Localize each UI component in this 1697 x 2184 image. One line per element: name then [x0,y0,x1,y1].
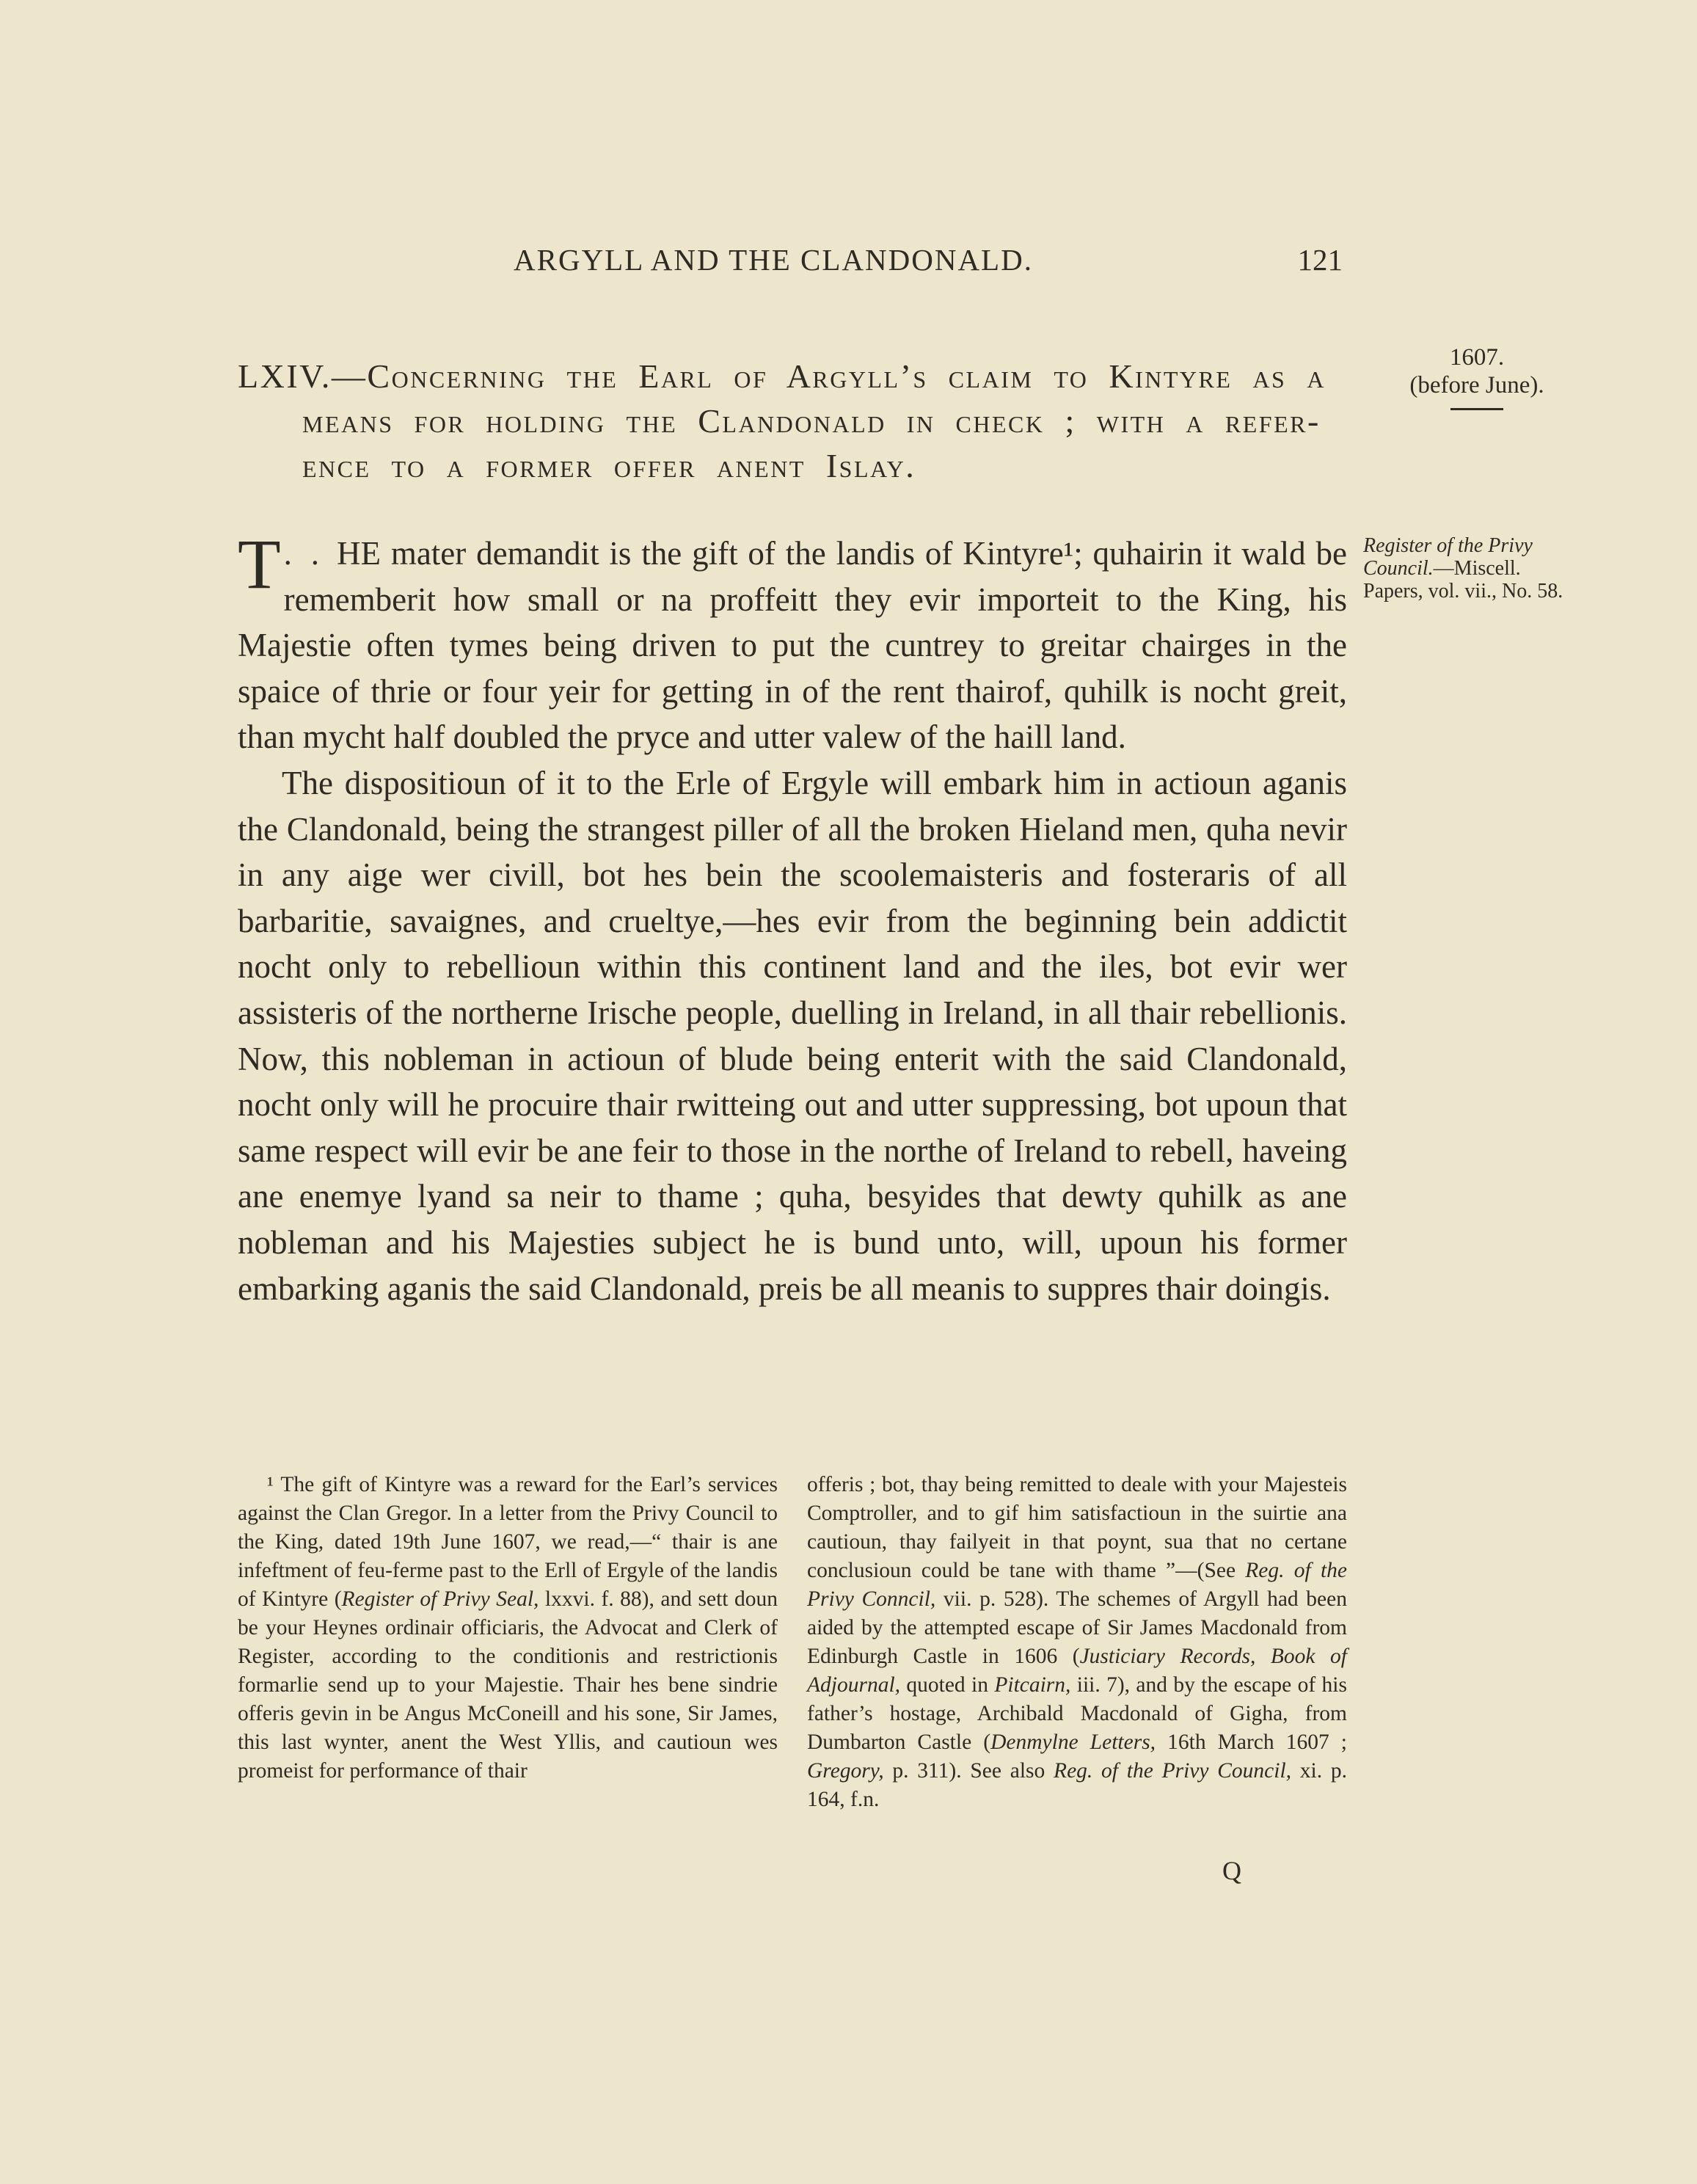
footnote-text: quoted in [900,1673,995,1697]
footnote-column-right [807,1471,1347,1814]
page-number: 121 [1297,243,1343,277]
source-note-italic: Register of the Privy Council. [1363,534,1533,580]
heading-line-3: ence to a former offer anent Islay. [302,447,916,484]
drop-cap: T [238,525,281,603]
footnote-text: p. 311). See also [883,1759,1054,1783]
footnote-text: vii. p. 528). The schemes of Argyll had been aided by the attempted escape of Sir James Macdonald from Edinburgh Castle in 1606 ( [807,1587,1347,1668]
section-heading [238,354,1347,488]
source-note-rest: —Miscell. Papers, vol. vii., No. 58. [1363,557,1563,603]
heading-line-2: means for holding the Clandonald in check ; with a refer- [302,402,1321,440]
footnote-citation: Gregory, [807,1759,884,1783]
footnote-citation: Justiciary Records, Book of Adjournal, [807,1645,1347,1697]
date-qualifier: (before June). [1409,372,1544,398]
signature-mark: Q [1222,1856,1241,1885]
footnote-text: ¹ The gift of Kintyre was a reward for the Earl’s services against the Clan Gregor. In a letter from the Privy Council to the King, dated 19th June 1607, we read,—“ thair is ane infeftment of feu-ferme past to the Erll of Ergyle of the landis of Kintyre ( [238,1473,778,1611]
heading-line-1: LXIV.—Concerning the Earl of Argyll’s claim to Kintyre as a [238,357,1326,395]
date-year: 1607. [1449,344,1505,371]
footnote-citation: Register of Privy Seal, [341,1587,539,1611]
paragraph-1-text: HE mater demandit is the gift of the landis of Kintyre¹; quhairin it wald be rememberit how small or na proffeitt they evir importeit to the King, his Majestie often tymes being driven to put the cuntrey to greitar chairges in the spaice of thrie or four yeir for getting in of the rent thairof, quhilk is nocht greit, than mycht half doubled the pryce and utter valew of the haill land. [238,535,1348,756]
running-head-title: ARGYLL AND THE CLANDONALD. [514,243,1033,277]
date-rule [1450,408,1503,410]
footnote-citation: Denmylne Letters, [990,1730,1156,1754]
body-text [238,525,1348,1311]
footnote-column-left [238,1471,778,1786]
margin-date-note [1378,343,1576,410]
footnote-text: offeris ; bot, thay being remitted to deale with your Majesteis Comptroller, and to gif him satisfactioun in the suirtie ana cautioun, thay failyeit in that poynt, sua that no certane conclusioun could be tane with thame ”—(See [807,1473,1347,1582]
paragraph-2: The dispositioun of it to the Erle of Ergyle will embark him in actioun aganis the Clandonald, being the strangest piller of all the broken Hieland men, quha nevir in any aige wer civill, bot hes bein the scoolemaisteris and fosteraris of all barbaritie, savaignes, and crueltye,—hes evir from the beginning bein addictit nocht only to rebellioun within this continent land and the iles, bot evir wer assisteris of the northerne Irische people, duelling in Ireland, in all thair rebellionis. Now, this nobleman in actioun of blude being enterit with the said Clandonald, nocht only will he procuire thair rwitteing out and utter suppressing, bot upoun that same respect will evir be ane feir to those in the northe of Ireland to rebell, haveing ane enemye lyand sa neir to thame ; quha, besyides that dewty quhilk as ane nobleman and his Majesties subject he is bund unto, will, upoun his former embarking aganis the said Clandonald, preis be all meanis to suppres thair doingis. [238,764,1347,1307]
footnote-text: 16th March 1607 ; [1156,1730,1347,1754]
footnote-text: xi. p. 164, f.n. [807,1759,1347,1811]
lead-dots: . . [283,535,324,572]
footnote-text: iii. 7), and by the escape of his father’s hostage, Archibald Macdonald of Gigha, from Dumbarton Castle ( [807,1673,1347,1754]
footnote-citation: Pitcairn, [994,1673,1071,1697]
footnote-citation: Reg. of the Privy Council, [1054,1759,1292,1783]
footnote-text: lxxvi. f. 88), and sett doun be your Heynes ordinair officiaris, the Advocat and Clerk of Register, according to the conditionis and restrictionis formarlie send up to your Majestie. Thair hes bene sindrie offeris gevin in be Angus McConeill and his sone, Sir James, this last wynter, anent the West Yllis, and cautioun wes promeist for performance of thair [238,1587,778,1783]
footnote-citation: Reg. of the Privy Conncil, [807,1559,1347,1611]
margin-source-note [1363,534,1583,603]
paragraph-1 [238,525,1348,760]
